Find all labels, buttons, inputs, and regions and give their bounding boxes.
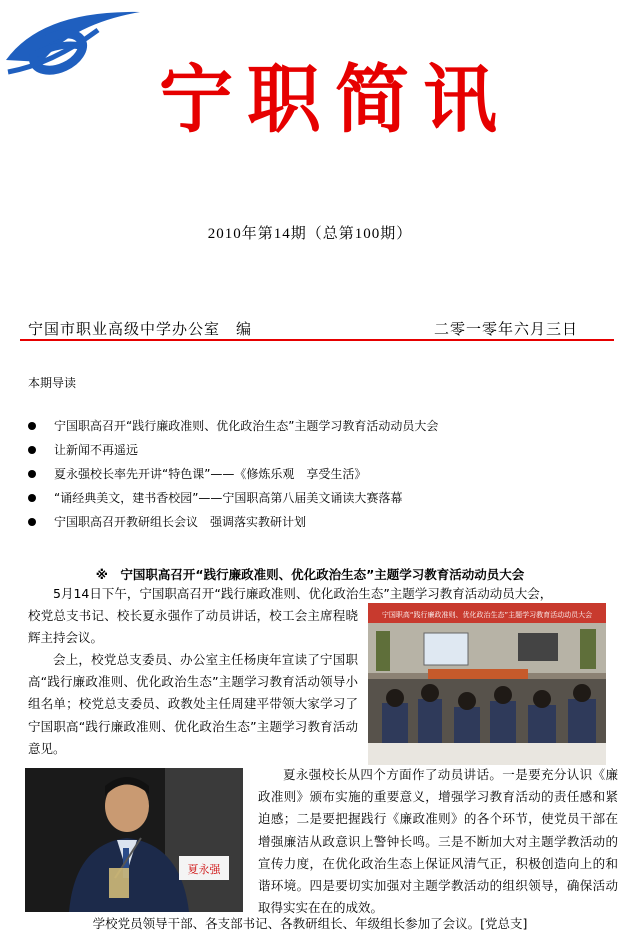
bullet-icon	[28, 518, 36, 526]
principal-speaking-photo	[25, 768, 243, 912]
toc-item-label: 夏永强校长率先开讲“特色课”——《修炼乐观 享受生活》	[54, 467, 367, 481]
toc-item	[28, 490, 608, 514]
article-paragraph: 夏永强校长从四个方面作了动员讲话。一是要充分认识《廉政准则》颁布实施的重要意义，增强学习教育活动的责任感和紧迫感；二是要把握践行《廉政准则》的各个环节，使党员干部在增强廉洁从政意识上警钟长鸣。三是不断加大对主题学教活动的宣传力度，在优化政治生态上保证风清气正，积极创造向上的和谐环境。四是要切实加强对主题学教活动的组织领导，确保活动取得实实在在的成效。	[258, 767, 618, 916]
bullet-icon	[28, 422, 36, 430]
publisher-line	[28, 318, 608, 338]
toc-item-label: 让新闻不再遥远	[54, 443, 139, 457]
publisher-name: 宁国市职业高级中学办公室 编	[28, 322, 253, 338]
article-paragraph: 校党总支书记、校长夏永强作了动员讲话，校工会主席程晓辉主持会议。	[28, 608, 358, 646]
nameplate-text: 夏永强	[187, 863, 221, 876]
toc-list	[28, 418, 608, 538]
article-paragraph: 5月14日下午，宁国职高召开“践行廉政准则、优化政治生态”主题学习教育活动动员大会，	[53, 586, 553, 601]
header-divider	[20, 339, 614, 341]
article-title: ※ 宁国职高召开“践行廉政准则、优化政治生态”主题学习教育活动动员大会	[95, 567, 525, 582]
bullet-icon	[28, 446, 36, 454]
toc-item-label: 宁国职高召开“践行廉政准则、优化政治生态”主题学习教育活动动员大会	[54, 419, 439, 433]
toc-item	[28, 514, 608, 538]
toc-heading: 本期导读	[28, 376, 77, 390]
photo-banner-text: 宁国职高“践行廉政准则、优化政治生态”主题学习教育活动动员大会	[381, 611, 593, 619]
bullet-icon	[28, 494, 36, 502]
masthead-title: 宁职简讯	[159, 57, 511, 143]
article-closing: 学校党员领导干部、各支部书记、各教研组长、年级组长参加了会议。[党总支]	[92, 916, 528, 931]
article-paragraph: 会上，校党总支委员、办公室主任杨庚年宣读了宁国职高“践行廉政准则、优化政治生态”主题学习教育活动领导小组名单；校党总支委员、政教处主任周建平带领大家学习了宁国职高“践行廉政准则、优化政治生态”主题学习教育活动意见。	[28, 652, 358, 756]
toc-item	[28, 418, 608, 442]
toc-item	[28, 466, 608, 490]
toc-item-label: “诵经典美文，建书香校园”——宁国职高第八届美文诵读大赛落幕	[54, 491, 403, 505]
publish-date: 二零一零年六月三日	[433, 322, 578, 338]
toc-item-label: 宁国职高召开教研组长会议 强调落实教研计划	[54, 515, 307, 529]
issue-number: 2010年第14期（总第100期）	[207, 226, 413, 242]
bullet-icon	[28, 470, 36, 478]
toc-item	[28, 442, 608, 466]
meeting-hall-photo	[368, 603, 606, 765]
